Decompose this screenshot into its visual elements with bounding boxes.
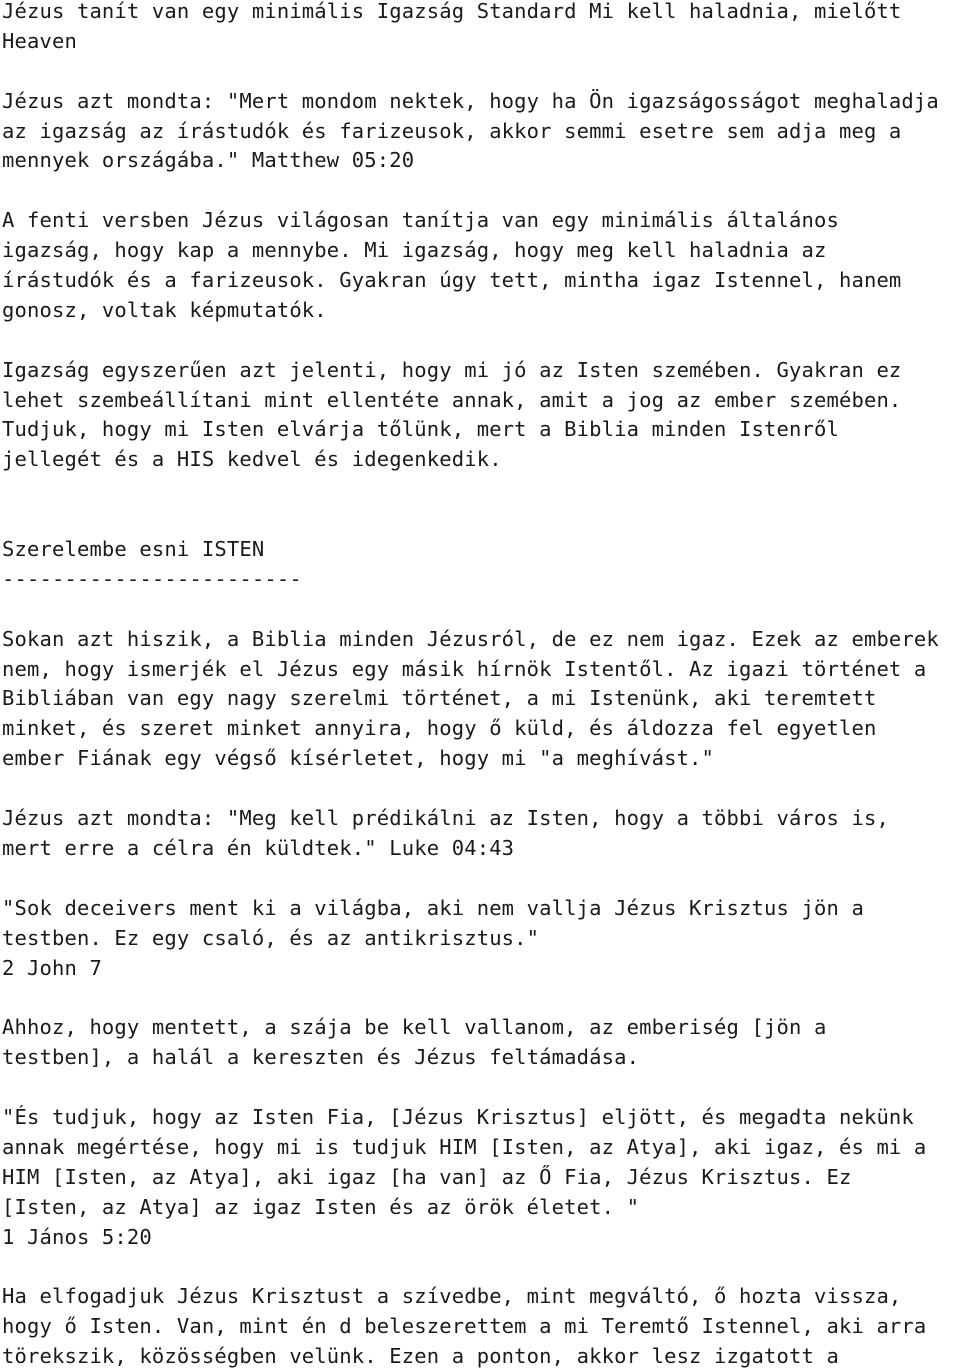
text-line: az igazság az írástudók és farizeusok, akkor semmi esetre sem adja meg a — [2, 118, 902, 143]
text-line: testben], a halál a kereszten és Jézus feltámadása. — [2, 1045, 640, 1070]
document-body — [2, 0, 958, 1372]
text-line: lehet szembeállítani mint ellentéte annak, amit a jog az ember szemében. — [2, 387, 902, 412]
blank-line — [2, 983, 958, 1013]
section-heading: Szerelembe esni ISTEN — [2, 537, 265, 562]
blank-line — [2, 475, 958, 505]
text-line: jellegét és a HIS kedvel és idegenkedik. — [2, 447, 502, 472]
text-line: 1 János 5:20 — [2, 1224, 152, 1249]
text-line: ember Fiának egy végső kísérletet, hogy mi "a meghívást." — [2, 746, 715, 771]
blank-line — [2, 1073, 958, 1103]
text-line: Igazság egyszerűen azt jelenti, hogy mi jó az Isten szemében. Gyakran ez — [2, 357, 902, 382]
text-line: minket, és szeret minket annyira, hogy ő küld, és áldozza fel egyetlen — [2, 716, 877, 741]
heading-underline: ------------------------ — [2, 566, 302, 591]
text-line: mennyek országába." Matthew 05:20 — [2, 148, 415, 173]
text-line: törekszik, közösségben velünk. Ezen a ponton, akkor lesz izgatott a — [2, 1344, 839, 1369]
text-line: Jézus azt mondta: "Meg kell prédikálni az Isten, hogy a többi város is, — [2, 806, 889, 831]
text-line: hogy ő Isten. Van, mint én d beleszerettem a mi Teremtő Istennel, aki arra — [2, 1314, 927, 1339]
blank-line — [2, 326, 958, 356]
text-line: igazság, hogy kap a mennybe. Mi igazság, hogy meg kell haladnia az — [2, 238, 827, 263]
blank-line — [2, 774, 958, 804]
text-line: annak megértése, hogy mi is tudjuk HIM [Isten, az Atya], aki igaz, és mi a — [2, 1134, 927, 1159]
text-line: Heaven — [2, 28, 77, 53]
text-line: Tudjuk, hogy mi Isten elvárja tőlünk, mert a Biblia minden Istenről — [2, 417, 839, 442]
text-line: A fenti versben Jézus világosan tanítja van egy minimális általános — [2, 208, 839, 233]
text-line: Ha elfogadjuk Jézus Krisztust a szívedbe, mint megváltó, ő hozta vissza, — [2, 1284, 902, 1309]
blank-line — [2, 57, 958, 87]
blank-line — [2, 505, 958, 535]
text-line: Jézus azt mondta: "Mert mondom nektek, hogy ha Ön igazságosságot meghaladja — [2, 88, 939, 113]
blank-line — [2, 595, 958, 625]
text-line: "És tudjuk, hogy az Isten Fia, [Jézus Krisztus] eljött, és megadta nekünk — [2, 1104, 914, 1129]
text-line: 2 John 7 — [2, 955, 102, 980]
text-line: testben. Ez egy csaló, és az antikrisztus." — [2, 925, 540, 950]
text-line: írástudók és a farizeusok. Gyakran úgy tett, mintha igaz Istennel, hanem — [2, 268, 902, 293]
text-line: Ahhoz, hogy mentett, a szája be kell vallanom, az emberiség [jön a — [2, 1015, 827, 1040]
blank-line — [2, 176, 958, 206]
text-line: mert erre a célra én küldtek." Luke 04:43 — [2, 835, 515, 860]
text-line: Bibliában van egy nagy szerelmi történet, a mi Istenünk, aki teremtett — [2, 686, 877, 711]
text-line: gonosz, voltak képmutatók. — [2, 297, 327, 322]
text-line: Sokan azt hiszik, a Biblia minden Jézusról, de ez nem igaz. Ezek az emberek — [2, 626, 939, 651]
text-line: nem, hogy ismerjék el Jézus egy másik hírnök Istentől. Az igazi történet a — [2, 656, 927, 681]
text-line: Jézus tanít van egy minimális Igazság Standard Mi kell haladnia, mielőtt — [2, 0, 902, 23]
text-line: [Isten, az Atya] az igaz Isten és az örök életet. " — [2, 1194, 640, 1219]
text-line: HIM [Isten, az Atya], aki igaz [ha van] az Ő Fia, Jézus Krisztus. Ez — [2, 1164, 852, 1189]
text-line: "Sok deceivers ment ki a világba, aki nem vallja Jézus Krisztus jön a — [2, 895, 864, 920]
blank-line — [2, 864, 958, 894]
blank-line — [2, 1252, 958, 1282]
